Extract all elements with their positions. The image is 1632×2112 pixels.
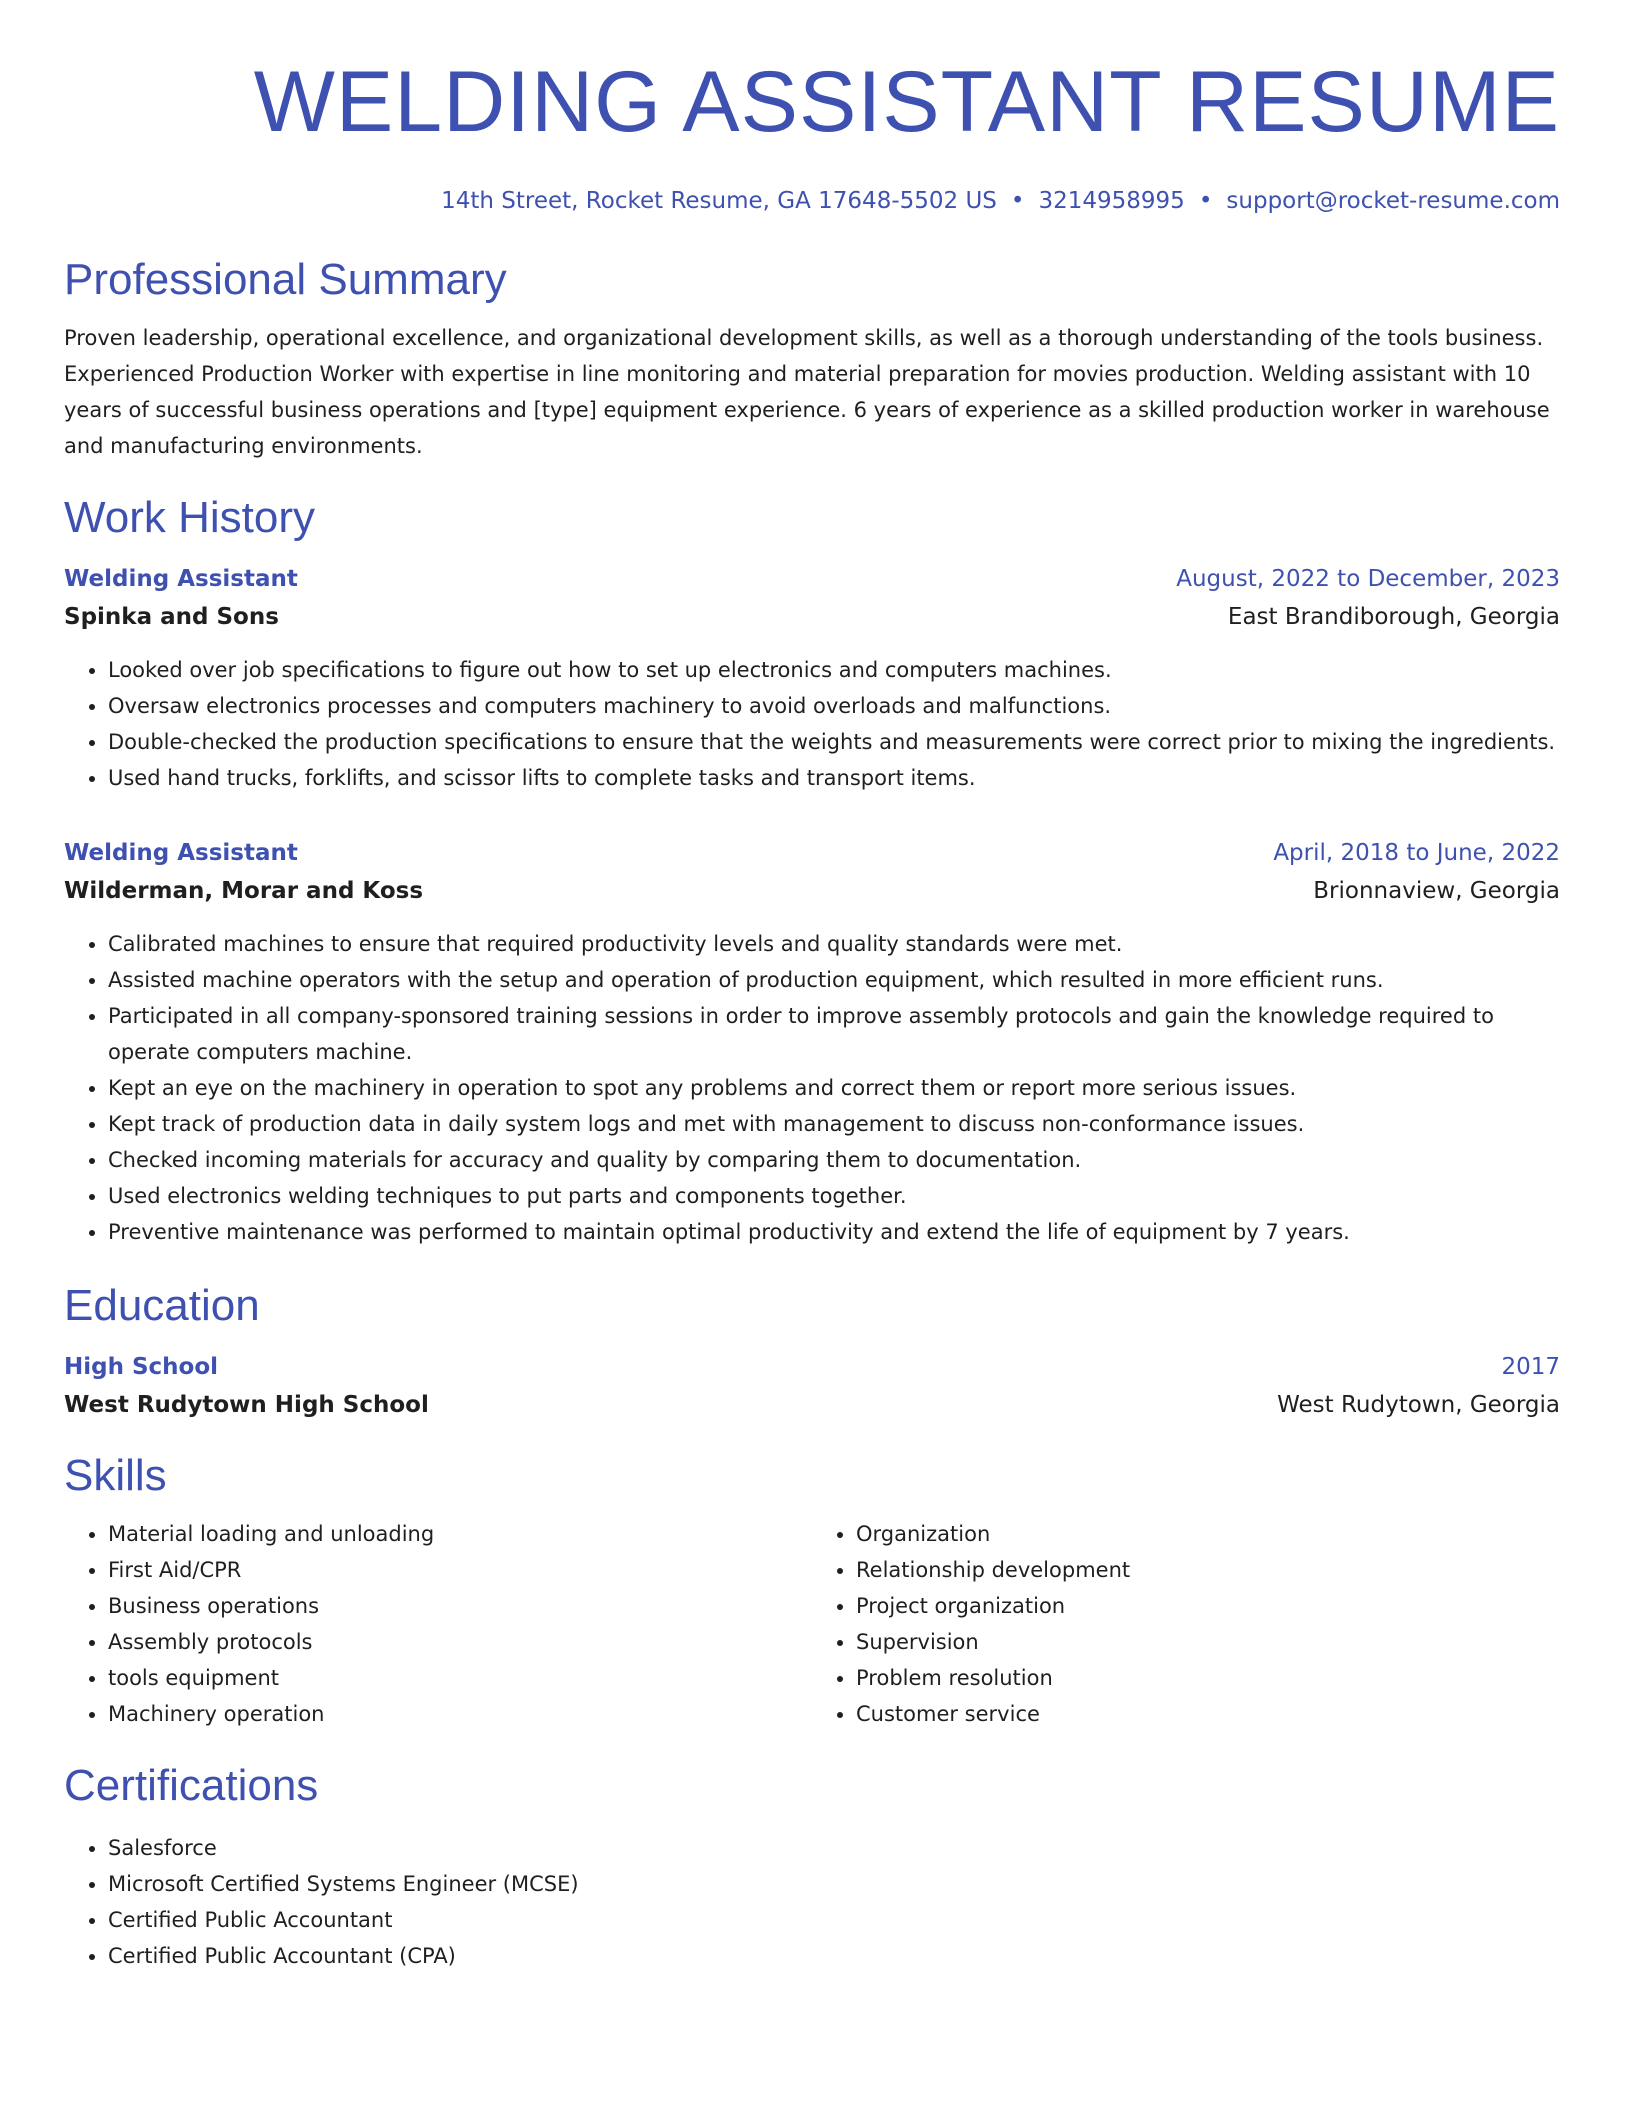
education-entry (64, 1350, 1560, 1422)
job-bullet: • Participated in all company-sponsored training sessions in order to improve assembly protocols and gain the knowledge required to operate computers machine. (108, 998, 1560, 1070)
contact-address: 14th Street, Rocket Resume, GA 17648-5502 US (441, 188, 997, 214)
skill-item: • Organization (856, 1516, 1560, 1552)
contact-email: support@rocket-resume.com (1226, 188, 1560, 214)
education-school-row (64, 1388, 1560, 1422)
contact-separator: • (1010, 188, 1025, 214)
skill-item: • Assembly protocols (108, 1624, 812, 1660)
certifications-heading: Certifications (64, 1761, 319, 1810)
skills-grid (64, 1516, 1560, 1732)
job-bullet: • Looked over job specifications to figure out how to set up electronics and computers machines. (108, 652, 1560, 688)
skill-item: • Machinery operation (108, 1696, 812, 1732)
job-bullet: • Kept track of production data in daily system logs and met with management to discuss non-conformance issues. (108, 1106, 1560, 1142)
resume-title: WELDING ASSISTANT RESUME (253, 54, 1560, 150)
skills-list-left (64, 1516, 812, 1732)
skill-item: • First Aid/CPR (108, 1552, 812, 1588)
job-company: Spinka and Sons (64, 604, 279, 630)
skill-item: • Problem resolution (856, 1660, 1560, 1696)
job-location: East Brandiborough, Georgia (1227, 604, 1560, 630)
job-company-row (64, 874, 1560, 908)
work-history-heading: Work History (64, 493, 315, 542)
education-heading: Education (64, 1281, 260, 1330)
education-year: 2017 (1501, 1354, 1560, 1380)
certifications-list (64, 1830, 1560, 1974)
job-bullet: • Checked incoming materials for accuracy and quality by comparing them to documentation. (108, 1142, 1560, 1178)
skill-item: • Business operations (108, 1588, 812, 1624)
skill-item: • tools equipment (108, 1660, 812, 1696)
job-bullet: • Double-checked the production specifications to ensure that the weights and measurements were correct prior to mixing the ingredients. (108, 724, 1560, 760)
skills-heading: Skills (64, 1451, 167, 1500)
education-header-row (64, 1350, 1560, 1384)
certification-item: • Microsoft Certified Systems Engineer (MCSE) (108, 1866, 1560, 1902)
job-title: Welding Assistant (64, 566, 298, 592)
certification-item: • Certified Public Accountant (CPA) (108, 1938, 1560, 1974)
job-header-row (64, 836, 1560, 870)
job-entry (64, 562, 1560, 796)
education-school: West Rudytown High School (64, 1392, 429, 1418)
certification-item: • Salesforce (108, 1830, 1560, 1866)
job-bullet: • Preventive maintenance was performed to maintain optimal productivity and extend the life of equipment by 7 years. (108, 1214, 1560, 1250)
skill-item: • Customer service (856, 1696, 1560, 1732)
contact-separator: • (1198, 188, 1213, 214)
job-dates: April, 2018 to June, 2022 (1273, 840, 1560, 866)
skill-item: • Supervision (856, 1624, 1560, 1660)
job-company: Wilderman, Morar and Koss (64, 878, 424, 904)
education-degree: High School (64, 1354, 219, 1380)
job-bullet: • Kept an eye on the machinery in operation to spot any problems and correct them or report more serious issues. (108, 1070, 1560, 1106)
contact-line (64, 186, 1560, 216)
job-bullet: • Oversaw electronics processes and computers machinery to avoid overloads and malfunctions. (108, 688, 1560, 724)
skill-item: • Project organization (856, 1588, 1560, 1624)
job-header-row (64, 562, 1560, 596)
job-bullet: • Used hand trucks, forklifts, and scissor lifts to complete tasks and transport items. (108, 760, 1560, 796)
job-company-row (64, 600, 1560, 634)
job-dates: August, 2022 to December, 2023 (1176, 566, 1560, 592)
skill-item: • Material loading and unloading (108, 1516, 812, 1552)
skill-item: • Relationship development (856, 1552, 1560, 1588)
job-bullets (64, 926, 1560, 1250)
education-location: West Rudytown, Georgia (1277, 1392, 1560, 1418)
contact-phone: 3214958995 (1038, 188, 1185, 214)
summary-heading: Professional Summary (64, 255, 507, 304)
job-bullets (64, 652, 1560, 796)
job-title: Welding Assistant (64, 840, 298, 866)
job-bullet: • Assisted machine operators with the setup and operation of production equipment, which resulted in more efficient runs. (108, 962, 1560, 998)
resume-page (64, 0, 1560, 1974)
job-location: Brionnaview, Georgia (1313, 878, 1560, 904)
summary-text: Proven leadership, operational excellence, and organizational development skills, as well as a thorough understanding of the tools business. Experienced Production Worker with expertise in line monitoring and material preparation for movies production. Welding assistant with 10 years of successful business operations and [type] equipment experience. 6 years of experience as a skilled production worker in warehouse and manufacturing environments. (64, 326, 1550, 458)
skills-list-right (812, 1516, 1560, 1732)
job-bullet: • Calibrated machines to ensure that required productivity levels and quality standards were met. (108, 926, 1560, 962)
job-bullet: • Used electronics welding techniques to put parts and components together. (108, 1178, 1560, 1214)
job-entry (64, 836, 1560, 1250)
certification-item: • Certified Public Accountant (108, 1902, 1560, 1938)
